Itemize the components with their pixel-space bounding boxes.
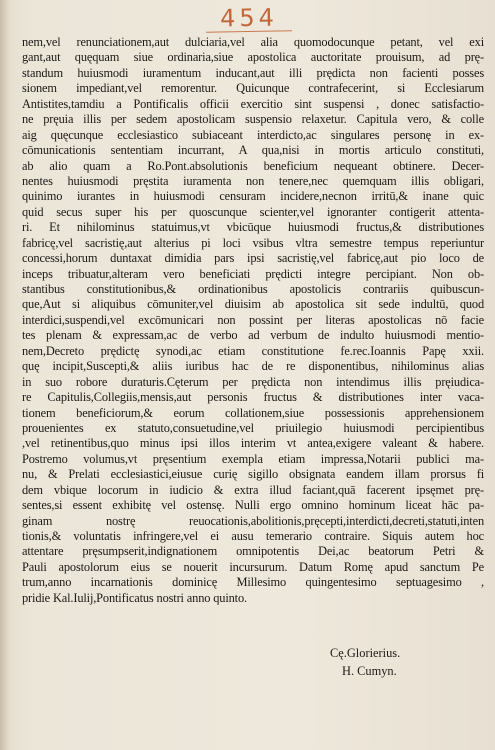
text-line: trum,anno incarnationis dominicę Millesimo quingentesimo septuagesimo , bbox=[22, 575, 484, 590]
signature-line: Cę.Glorierius. bbox=[330, 646, 401, 660]
folio-number: 454 bbox=[219, 3, 279, 33]
text-line: sionem impediant,vel remorentur. Quicunque contrafecerint, si Ecclesiarum bbox=[22, 81, 484, 96]
signatures bbox=[330, 644, 470, 680]
text-line: dem vbique locorum in iudicio & extra illud faciant,quā facerent ipsęmet prę- bbox=[22, 482, 484, 497]
text-line: attentare pręsumpserit,indignationem omnipotentis Dei,ac beatorum Petri & bbox=[22, 544, 484, 559]
text-line: prouenientes ex statuto,consuetudine,vel priuilegio huiusmodi percipientibus bbox=[22, 420, 484, 435]
text-line: ,vel retinentibus,quo minus ipsi illos interim vt antea,exigere valeant & habere. bbox=[22, 436, 484, 451]
text-line: stantibus constitutionibus,& ordinationibus apostolicis contrariis quibuscun- bbox=[22, 282, 484, 296]
text-line: ab alio quam a Ro.Pont.absolutionis beneficium nequeant obtinere. Decer- bbox=[22, 158, 484, 173]
text-line: Antistites,tamdiu a Pontificalis officii exercitio sint suspensi , donec satisfactio- bbox=[22, 96, 484, 111]
text-line: re Capitulis,Collegiis,mensis,aut personis fructus & distributiones inter vaca- bbox=[22, 390, 484, 405]
text-line: tionem beneficiorum,& eorum collationem,siue possessionis apprehensionem bbox=[22, 405, 484, 420]
text-line: ne pręuia illis per sedem apostolicam suspensio relaxetur. Capitula vero, & colle bbox=[22, 112, 484, 127]
text-line: ginam nostrę reuocationis,abolitionis,pręcepti,interdicti,decreti,statuti,inten bbox=[22, 513, 484, 528]
text-line: nu, & Prelati ecclesiastici,eiusue curię sigillo obsignata eandem illam prorsus fi bbox=[22, 467, 484, 482]
text-line: inceps tribuatur,alteram vero beneficiati prędicti integre percipiant. Non ob- bbox=[22, 266, 484, 281]
text-line: ri. Et nihilominus statuimus,vt vbicūque huiusmodi fructus,& distributiones bbox=[22, 220, 484, 235]
folio-underline bbox=[206, 30, 292, 33]
text-line: in suo robore duraturis.Cęterum per prędicta non intendimus illis pręiudica- bbox=[22, 374, 484, 389]
text-line-last: pridie Kal.Iulij,Pontificatus nostri anno quinto. bbox=[22, 590, 247, 605]
text-line: interdici,suspendi,vel excōmunicari non possint per literas apostolicas nō facie bbox=[22, 312, 484, 327]
signature-line: H. Cumyn. bbox=[342, 664, 397, 678]
text-line: cōmunicationis sententiam incurrant, A qua,nisi in mortis articulo constituti, bbox=[22, 143, 484, 158]
text-line: aig quęcunque ecclesiastico subiaceant interdicto,ac singulares personę in ex- bbox=[22, 127, 484, 142]
text-line: Pauli apostolorum eius se nouerit incursurum. Datum Romę apud sanctum Pe bbox=[22, 559, 484, 574]
text-line: nem,Decreto prędictę synodi,ac etiam constitutione fe.rec.Ioannis Papę xxii. bbox=[22, 343, 484, 358]
text-line: quinimo iurantes in huiusmodi censuram incidere,necnon irritū,& inane quic bbox=[22, 189, 484, 204]
text-line: fabricę,vel sacristię,aut alterius pi loci vsibus vltra semestre tempus reperiuntur bbox=[22, 235, 484, 250]
text-line: nentes huiusmodi pręstita iuramenta non tenere,nec quemquam illis obligari, bbox=[22, 173, 484, 188]
text-line: Postremo volumus,vt pręsentium exempla etiam impressa,Notarii publici ma- bbox=[22, 451, 484, 466]
text-line: nem,vel renunciationem,aut dulciaria,vel alia quomodocunque petant, vel exi bbox=[22, 35, 484, 49]
text-line: gant,aut quęquam siue ordinaria,siue apostolica auctoritate prouisum, ad prę- bbox=[22, 50, 484, 65]
text-line: tionis,& voluntatis infringere,vel ei ausu temerario contraire. Siquis autem hoc bbox=[22, 529, 484, 543]
text-line: tes plenam & expressam,ac de verbo ad verbum de indulto huiusmodi mentio- bbox=[22, 328, 484, 343]
text-line: quid secus super his per quoscunque scienter,vel ignoranter contigerit attenta- bbox=[22, 204, 484, 219]
body-text bbox=[22, 35, 484, 606]
text-line: sentes,si essent exhibitę vel ostensę. Nulli ergo omnino hominum liceat hāc pa- bbox=[22, 498, 484, 513]
text-line: concessi,horum duntaxat dimidia pars ipsi sacristię,vel fabricę,aut pio loco de bbox=[22, 251, 484, 266]
text-line: que,Aut si aliquibus cōmuniter,vel diuisim ab apostolica sit sede indultū, quod bbox=[22, 297, 484, 312]
text-line: quę incipit,Suscepti,& aliis iuribus hac de re disponentibus, nihilominus alias bbox=[22, 359, 484, 374]
text-line: standum huiusmodi iuramentum inducant,aut illi prędicta non facienti posses bbox=[22, 65, 484, 80]
